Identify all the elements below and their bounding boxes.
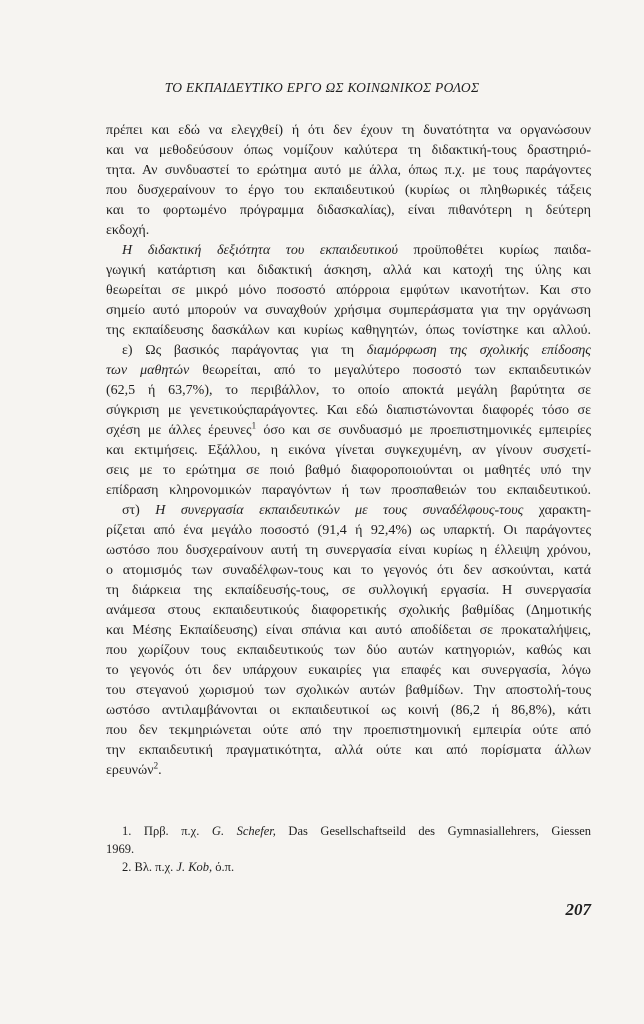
text-line	[106, 482, 591, 500]
text-segment: και εκτιμήσεις. Εξάλλου, η εικόνα γίνεται συγκεχυμένη, αν γίνουν συσχετί-	[106, 443, 591, 458]
text-segment: σύγκριση με γενετικούςπαράγοντες. Και εδώ διαπιστώνονται διαφορές τόσο σε	[106, 403, 591, 418]
text-line	[106, 702, 591, 720]
emphasis-text: Η συνεργασία εκπαιδευτικών με τους συναδέλφους-τους	[155, 503, 524, 518]
text-segment: προϋποθέτει κυρίως παιδα-	[397, 243, 591, 258]
text-segment: ρίζεται από ένα μεγάλο ποσοστό (91,4 ή 92,4%) ως υπαρκτή. Οι παράγοντες	[106, 523, 591, 538]
text-segment: όσο και σε συνδυασμό με προεπιστημονικές εμπειρίες	[256, 423, 592, 438]
text-segment: και να μεθοδεύσουν όπως νομίζουν καλύτερα τη διδακτική-τους δραστηριό-	[106, 143, 591, 158]
emphasis-text: Η διδακτική δεξιότητα του εκπαιδευτικού	[122, 243, 398, 258]
text-line	[106, 122, 591, 140]
text-line	[106, 322, 591, 340]
text-segment: τητα. Αν συνδυαστεί το ερώτημα αυτό με άλλα, όπως π.χ. με τους παράγοντες	[106, 163, 591, 178]
text-segment: θεωρείται σε μικρό μόνο ποσοστό απόρροια εμφύτων ικανοτήτων. Και στο	[106, 283, 591, 298]
page-number: 207	[565, 900, 591, 919]
footnote-ref: 2	[153, 760, 159, 771]
text-segment: πρέπει και εδώ να ελεγχθεί) ή ότι δεν έχουν τη δυνατότητα να οργανώσουν	[106, 123, 591, 138]
footnote-2	[122, 859, 234, 875]
text-segment: ωστόσο που δυσχεραίνουν αυτή τη συνεργασία είναι κυρίως η έλλειψη χρόνου,	[106, 543, 591, 558]
text-line	[122, 502, 591, 520]
footnote-1-author: G. Schefer,	[211, 824, 276, 838]
footnote-1	[122, 823, 591, 839]
text-segment: ε) Ως βασικός παράγοντας για τη	[122, 343, 367, 358]
text-line	[106, 602, 591, 620]
footnote-1-prefix: 1. Πρβ. π.χ.	[122, 824, 212, 838]
text-line	[106, 662, 591, 680]
text-segment: ανάμεσα στους εκπαιδευτικούς διαφορετικής σχολικής βαθμίδας (Δημοτικής	[106, 603, 591, 618]
text-line	[106, 582, 591, 600]
text-line	[106, 302, 591, 320]
text-segment: επίδραση κληρονομικών παραγόντων ή των προσπαθειών του εκπαιδευτικού.	[106, 483, 591, 498]
text-segment: και Μέσης Εκπαίδευσης) είναι σπάνια και αυτό αποδίδεται σε προκαταλήψεις,	[106, 623, 591, 638]
text-line	[106, 722, 591, 740]
text-segment: (62,5 ή 63,7%), το περιβάλλον, το οποίο αποκτά μεγάλη βαρύτητα σε	[106, 383, 591, 398]
text-line	[106, 282, 591, 300]
text-line	[106, 762, 591, 780]
text-segment: ερευνών	[106, 763, 154, 778]
emphasis-text: διαμόρφωση της σχολικής επίδοσης	[366, 343, 591, 358]
text-segment: του στεγανού χωρισμού των σχολικών αυτών βαθμίδων. Την αποστολή-τους	[106, 683, 591, 698]
text-line	[106, 742, 591, 760]
footnote-1-year: 1969.	[106, 842, 135, 856]
text-line	[106, 542, 591, 560]
text-line	[106, 182, 591, 200]
text-segment: που δεν τεκμηριώνεται ούτε από την προεπιστημονική εμπειρία ούτε από	[106, 723, 591, 738]
footnote-2-author: J. Kob,	[176, 860, 213, 874]
text-line	[106, 642, 591, 660]
footnote-ref: 1	[251, 420, 257, 431]
text-segment: της εκπαίδευσης δασκάλων και κυρίως καθηγητών, όπως τονίστηκε και αλλού.	[106, 323, 591, 338]
emphasis-text: των μαθητών	[106, 363, 190, 378]
text-segment: που δυσχεραίνουν το έργο του εκπαιδευτικού (κυρίως οι πληθωρικές τάξεις	[106, 183, 591, 198]
text-segment: το γεγονός ότι δεν υπάρχουν ευκαιρίες για επαφές και συνεργασία, λόγω	[106, 663, 591, 678]
text-line	[106, 442, 591, 460]
text-segment: την εκπαιδευτική πραγματικότητα, αλλά ούτε και από πορίσματα άλλων	[106, 743, 591, 758]
text-segment: τη διάρκεια της εκπαίδευσής-τους, σε συλλογική εργασία. Η συνεργασία	[106, 583, 591, 598]
text-line	[106, 382, 591, 400]
text-line	[122, 342, 591, 360]
text-line	[122, 242, 591, 260]
text-segment: ο ατομισμός των συναδέλφων-τους και το γεγονός ότι δεν ασκούνται, κατά	[106, 563, 591, 578]
text-segment: σεις με το ερώτημα σε ποιό βαθμό διαφοροποιούνται οι μαθητές υπό την	[106, 463, 591, 478]
text-segment: ωστόσο αντιλαμβάνονται οι εκπαιδευτικοί ως κοινή (86,2 ή 86,8%), κάτι	[106, 703, 591, 718]
text-segment: εκδοχή.	[106, 223, 150, 238]
text-segment: σημείο αυτό μπορούν να συναχθούν χρήσιμα συμπεράσματα για την οργάνωση	[106, 303, 591, 318]
text-line	[106, 362, 591, 380]
text-line	[106, 562, 591, 580]
text-line	[106, 462, 591, 480]
text-line	[106, 682, 591, 700]
text-segment: στ)	[122, 503, 156, 518]
text-segment: θεωρείται, από το μεγαλύτερο ποσοστό των εκπαιδευτικών	[189, 363, 591, 378]
text-line	[106, 162, 591, 180]
footnote-1-title: Das Gesellschaftseild des Gymnasiallehrers, Giessen	[275, 824, 592, 838]
text-segment: .	[158, 763, 162, 778]
text-line	[106, 622, 591, 640]
text-line	[106, 202, 591, 220]
text-line	[106, 142, 591, 160]
text-line	[106, 222, 591, 240]
text-segment: και το φορτωμένο πρόγραμμα διδασκαλίας), είναι πιθανότερη η δεύτερη	[106, 203, 591, 218]
text-segment: χαρακτη-	[523, 503, 591, 518]
text-segment: γωγική κατάρτιση και διδακτική άσκηση, αλλά και κατοχή της ύλης και	[106, 263, 591, 278]
text-line	[106, 402, 591, 420]
text-line	[106, 262, 591, 280]
footnote-2-prefix: 2. Βλ. π.χ.	[122, 860, 177, 874]
text-segment: σχέση με άλλες έρευνες	[106, 423, 252, 438]
running-header: ΤΟ ΕΚΠΑΙΔΕΥΤΙΚΟ ΕΡΓΟ ΩΣ ΚΟΙΝΩΝΙΚΟΣ ΡΟΛΟΣ	[164, 80, 480, 95]
text-segment: που χωρίζουν τους εκπαιδευτικούς των δύο αυτών κατηγοριών, καθώς και	[106, 643, 591, 658]
footnote-2-ref: ό.π.	[212, 860, 235, 874]
text-line	[106, 422, 591, 440]
text-line	[106, 522, 591, 540]
